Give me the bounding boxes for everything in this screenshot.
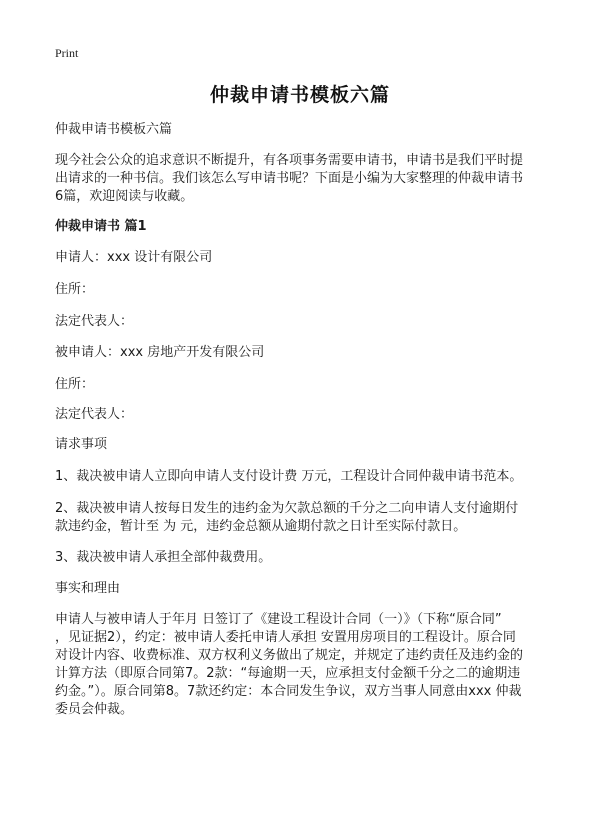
intro-line: 现今社会公众的追求意识不断提升，有各项事务需要申请书，申请书是我们平时提	[55, 153, 524, 168]
page-title: 仲裁申请书模板六篇	[209, 84, 390, 106]
subtitle: 仲裁申请书模板六篇	[55, 122, 173, 137]
facts-line: ，见证据2），约定：被申请人委托申请人承担 安置用房项目的工程设计。原合同	[55, 630, 516, 645]
facts-line: 对设计内容、收费标准、双方权利义务做出了规定，并规定了违约责任及违约金的	[55, 648, 524, 663]
claim-item-2-cont: 款违约金，暂计至 为 元，违约金总额从逾期付款之日计至实际付款日。	[55, 519, 467, 534]
respondent-rep: 法定代表人：	[55, 407, 134, 422]
facts-line: 委员会仲裁。	[55, 702, 134, 717]
facts-line: 申请人与被申请人于年月 日签订了《建设工程设计合同（一）》（下称“原合同”	[55, 612, 502, 627]
claim-item-2: 2、裁决被申请人按每日发生的违约金为欠款总额的千分之二向申请人支付逾期付	[55, 501, 519, 516]
applicant-rep: 法定代表人：	[55, 314, 134, 329]
claims-heading: 请求事项	[55, 437, 108, 452]
intro-line: 6篇，欢迎阅读与收藏。	[55, 189, 194, 204]
respondent-line: 被申请人：xxx 房地产开发有限公司	[55, 345, 265, 360]
intro-line: 出请求的一种书信。我们该怎么写申请书呢？下面是小编为大家整理的仲裁申请书	[55, 171, 524, 186]
section-heading: 仲裁申请书 篇1	[55, 219, 147, 234]
print-label[interactable]: Print	[55, 46, 79, 60]
facts-line: 计算方法（即原合同第7。2款：“每逾期一天，应承担支付金额千分之二的逾期违	[55, 666, 521, 681]
claim-item-1: 1、裁决被申请人立即向申请人支付设计费 万元，工程设计合同仲裁申请书范本。	[55, 469, 523, 484]
applicant-address: 住所：	[55, 282, 95, 297]
applicant-line: 申请人：xxx 设计有限公司	[55, 250, 213, 265]
facts-line: 约金。”）。原合同第8。7款还约定：本合同发生争议，双方当事人同意由xxx 仲裁	[55, 684, 522, 699]
facts-heading: 事实和理由	[55, 581, 121, 596]
respondent-address: 住所：	[55, 377, 95, 392]
claim-item-3: 3、裁决被申请人承担全部仲裁费用。	[55, 550, 272, 565]
